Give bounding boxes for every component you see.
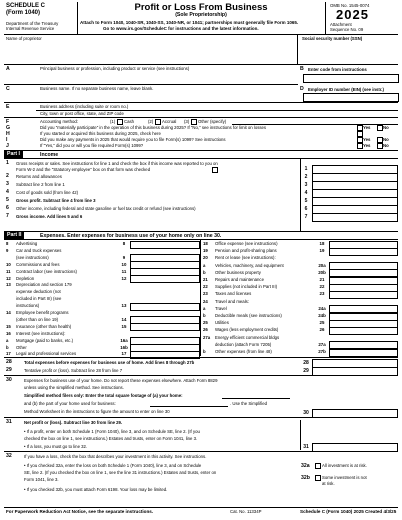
line-30-text: unless using the simplified method. See instructions. xyxy=(24,385,124,390)
expense-line-number: a xyxy=(6,337,9,343)
expense-line-label: (see instructions) xyxy=(16,254,49,260)
expense-line-number: 9 xyxy=(6,247,9,253)
ssn-label: Social security number (SSN) xyxy=(302,36,363,41)
schedule-label: SCHEDULE C xyxy=(6,3,46,9)
part1-line-text: Subtract line 2 from line 1 xyxy=(16,182,65,187)
expense-box-number: 11 xyxy=(121,268,127,274)
part1-line-text: Cost of goods sold (from line 42) xyxy=(16,190,79,195)
expense-box-number: 14 xyxy=(121,316,127,322)
expense-line-label: Taxes and licenses xyxy=(215,291,252,297)
line-i-label: Did you make any payments in 2025 that would require you to file Form(s) 1099? See instructions xyxy=(40,137,226,142)
part1-line-number: 2 xyxy=(6,173,9,179)
part1-tag: Part I xyxy=(4,151,23,158)
dept-line1: Department of the Treasury xyxy=(6,21,59,26)
expense-line-label: Interest (see instructions): xyxy=(16,330,66,336)
expense-amount-input[interactable] xyxy=(130,323,200,331)
part2-title: Expenses. Enter expenses for business use of your home only on line 30. xyxy=(40,233,222,239)
expense-line-label: Travel xyxy=(215,305,227,311)
part1-line-number: 3 xyxy=(6,181,9,187)
sequence-number: Sequence No. 09 xyxy=(330,27,364,32)
line-30-text: Expenses for business use of your home. Do not report these expenses elsewhere. Attach Form 8829 xyxy=(24,378,218,383)
expense-amount-input[interactable] xyxy=(329,291,398,299)
expense-box-number: 15 xyxy=(121,323,127,329)
expense-box-number: 20a xyxy=(318,262,326,268)
part1-box-number: 6 xyxy=(304,206,308,212)
expense-line-number: 26 xyxy=(203,327,208,333)
expense-line-label: Travel and meals: xyxy=(215,298,249,304)
expense-line-number: 13 xyxy=(6,282,11,288)
business-sqft-input[interactable] xyxy=(150,406,228,407)
header-divider-left xyxy=(77,2,78,34)
line-b-label: Enter code from instructions xyxy=(308,67,367,72)
expense-amount-input[interactable] xyxy=(329,327,398,335)
part1-line-text: Gross income. Add lines 5 and 6 xyxy=(16,214,83,219)
line-30-text: Method Worksheet in the instructions to figure the amount to enter on line 30 xyxy=(24,409,170,414)
expense-box-number: 25 xyxy=(319,320,325,326)
expense-line-number: 21 xyxy=(203,277,208,282)
line-32-text: If you have a loss, check the box that describes your investment in this activity. See instructions. xyxy=(24,454,207,459)
expense-box-number: 19 xyxy=(319,248,325,254)
expense-line-label: Legal and professional services xyxy=(16,351,77,357)
expense-line-label: Wages (less employment credits) xyxy=(215,327,279,333)
form-title: Profit or Loss From Business xyxy=(134,2,268,13)
expense-line-number: 22 xyxy=(203,284,208,290)
expense-line-number: 8 xyxy=(6,241,9,246)
line-f-label: Accounting method: xyxy=(40,119,78,124)
business-code-input[interactable] xyxy=(303,74,399,83)
some-not-at-risk-checkbox[interactable] xyxy=(315,475,321,481)
expense-line-number: b xyxy=(203,349,206,354)
expense-line-number: b xyxy=(6,344,9,350)
expense-line-label: Employee benefit programs xyxy=(16,310,69,315)
expense-line-label: Vehicles, machinery, and equipment xyxy=(215,262,284,268)
expense-line-label: Rent or lease (see instructions): xyxy=(215,255,276,261)
part1-line-text: Other income, including federal and state gasoline or fuel tax credit or refund (see instructions) xyxy=(16,206,196,211)
line-e-city-label: City, town or post office, state, and ZIP code xyxy=(40,111,124,116)
expense-line-number: 16 xyxy=(6,330,11,336)
expense-line-label: Car and truck expenses xyxy=(16,247,62,253)
tax-year: 2025 xyxy=(336,7,369,22)
line-29-label: Tentative profit or (loss). Subtract line 28 from line 7 xyxy=(24,368,123,373)
total-box-number: 30 xyxy=(303,410,309,416)
expense-line-label: Depletion xyxy=(16,275,35,281)
part1-box-number: 4 xyxy=(304,190,308,196)
expense-amount-input[interactable] xyxy=(329,248,398,256)
part1-title: Income xyxy=(40,152,59,158)
line-30-simplified: Simplified method filers only: Enter the total square footage of (a) your home: xyxy=(24,393,183,398)
expense-line-label: Advertising xyxy=(16,241,38,246)
total-box-number: 31 xyxy=(303,444,309,450)
form-ref: (Form 1040) xyxy=(6,10,41,16)
footer-paperwork: For Paperwork Reduction Act Notice, see the separate instructions. xyxy=(6,509,154,514)
line-31-text: • If a profit, enter on both Schedule 1 (Form 1040), line 3, and on Schedule SE, line 2. (If you xyxy=(24,429,200,434)
expense-line-number: 18 xyxy=(203,241,208,246)
part2-tag: Part II xyxy=(4,232,24,239)
part1-line-number: 1 xyxy=(6,160,9,166)
expense-amount-input[interactable] xyxy=(130,303,200,311)
line-31-text: Net profit or (loss). Subtract line 30 from line 29. xyxy=(24,420,123,425)
expense-box-number: 8 xyxy=(122,241,126,246)
total-box-number: 28 xyxy=(303,360,309,366)
form-subtitle: (Sole Proprietorship) xyxy=(175,12,227,18)
expense-box-number: 18 xyxy=(319,241,325,246)
expense-line-number: 15 xyxy=(6,323,11,329)
expense-line-number: 24 xyxy=(203,298,208,304)
expense-box-number: 17 xyxy=(121,351,127,357)
expense-box-number: 9 xyxy=(122,254,126,260)
part1-amount-input[interactable] xyxy=(312,213,398,222)
total-box-number: 29 xyxy=(303,368,309,374)
expense-line-label: Insurance (other than health) xyxy=(16,323,72,329)
expense-line-label: Depreciation and section 179 xyxy=(16,282,72,288)
expense-box-number: 12 xyxy=(121,275,127,281)
expense-line-label: (other than on line 19) xyxy=(16,316,59,322)
part1-box-number: 7 xyxy=(304,214,308,220)
part1-line-text: Form W-2 and the "Statutory employee" box on that form was checked xyxy=(16,167,151,172)
part1-line-text: Returns and allowances xyxy=(16,174,62,179)
expense-line-number: b xyxy=(203,313,206,318)
expense-line-number: 12 xyxy=(6,275,11,281)
statutory-employee-checkbox[interactable] xyxy=(212,167,218,173)
part1-line-number: 7 xyxy=(6,213,9,219)
expense-line-number: 11 xyxy=(6,268,11,274)
line-30-text: . Use the Simplified xyxy=(230,401,268,406)
expense-amount-input[interactable] xyxy=(329,349,398,357)
header-divider-right xyxy=(325,2,326,34)
part1-line-number: 4 xyxy=(6,189,9,195)
part1-line-text: Gross receipts or sales. See instructions for line 1 and check the box if this income was reported to you on xyxy=(16,161,218,166)
header-rule xyxy=(4,34,398,35)
line-31-text: • If a loss, you must go to line 32. xyxy=(24,444,88,449)
expense-line-label: Supplies (not included in Part III) xyxy=(215,284,278,290)
expense-box-number: 24a xyxy=(318,305,326,311)
expense-line-label: Repairs and maintenance xyxy=(215,277,264,282)
expense-box-number: 27b xyxy=(318,349,326,354)
line-h-label: If you started or acquired this business during 2025, check here xyxy=(40,131,161,136)
expense-line-label: expense deduction (not xyxy=(16,289,61,295)
omb-number: OMB No. 1545-0074 xyxy=(330,3,370,8)
expense-box-number: 23 xyxy=(319,291,325,297)
expense-box-number: 10 xyxy=(121,261,127,267)
line-31-text: checked the box on line 1, see instructions.) Estates and trusts, enter on Form 1041, line 3. xyxy=(24,436,198,441)
part1-box-number: 2 xyxy=(304,174,308,180)
expense-line-number: a xyxy=(203,305,206,311)
footer-cat: Cat. No. 11334P xyxy=(230,509,262,514)
expense-box-number: 24b xyxy=(318,313,326,318)
expense-line-number: 23 xyxy=(203,291,208,297)
part1-box-number: 5 xyxy=(304,198,308,204)
expense-line-label: Other expenses (from line 48) xyxy=(215,349,272,354)
expense-line-label: Other xyxy=(16,344,27,350)
expense-line-label: Contract labor (see instructions) xyxy=(16,268,77,274)
expense-line-label: instructions) xyxy=(16,303,40,309)
line-30-text: and (b) the part of your home used for business: xyxy=(24,401,116,406)
goto-line: Go to www.irs.gov/ScheduleC for instructions and the latest information. xyxy=(103,26,259,31)
expense-line-number: 25 xyxy=(203,320,208,326)
expense-line-label: Pension and profit-sharing plans xyxy=(215,248,277,254)
line-32-text: • If you checked 32a, enter the loss on both Schedule 1 (Form 1040), line 3, and on Schedule xyxy=(24,463,202,468)
expense-line-number: b xyxy=(203,269,206,275)
attach-line: Attach to Form 1040, 1040-SR, 1040-SS, 1040-NR, or 1041; partnerships must generally file Form 1065. xyxy=(80,20,299,25)
part1-box-number: 3 xyxy=(304,182,308,188)
line-a-label: Principal business or profession, including product or service (see instructions) xyxy=(40,66,190,71)
part1-line-text: Gross profit. Subtract line 4 from line 3 xyxy=(16,198,96,203)
expense-line-label: deduction (attach Form 7205) xyxy=(215,341,272,347)
expense-box-number: 21 xyxy=(319,277,325,282)
attachment-label: Attachment xyxy=(330,22,352,27)
expense-line-label: Commissions and fees xyxy=(16,261,60,267)
expense-line-number: 17 xyxy=(6,351,11,357)
expense-box-number: 26 xyxy=(319,327,325,333)
expense-line-number: 19 xyxy=(203,248,208,254)
part1-line-number: 5 xyxy=(6,197,9,203)
expense-box-number: 13 xyxy=(121,303,127,309)
line-32-text: • If you checked 32b, you must attach Form 6198. Your loss may be limited. xyxy=(24,487,168,492)
expense-box-number: 20b xyxy=(318,269,326,275)
expense-line-label: Deductible meals (see instructions) xyxy=(215,313,282,318)
line-32-text: SE, line 2. (If you checked the box on line 1, see the line 31 instructions.) Estates and trusts, enter on xyxy=(24,470,217,475)
ein-input[interactable] xyxy=(303,93,399,102)
expense-line-number: a xyxy=(203,262,206,268)
expense-box-number: 27a xyxy=(318,341,326,347)
line-e-label: Business address (including suite or room no.) xyxy=(40,104,129,109)
part1-box-number: 1 xyxy=(304,166,308,172)
line-32-text: Form 1041, line 3. xyxy=(24,477,59,482)
expense-amount-input[interactable] xyxy=(130,241,200,249)
proprietor-name-label: Name of proprietor xyxy=(6,36,42,41)
expense-box-number: 22 xyxy=(319,284,325,290)
expense-line-label: Energy efficient commercial bldgs xyxy=(215,334,280,340)
expense-line-label: Other business property xyxy=(215,269,261,275)
line-g-label: Did you "materially participate" in the operation of this business during 2025? If "No," see instructions for limit on losses xyxy=(40,125,267,130)
expense-box-number: 16b xyxy=(120,344,128,350)
line-d-label: Employer ID number (EIN) (see instr.) xyxy=(308,87,384,92)
expense-line-number: 10 xyxy=(6,261,11,267)
expense-amount-input[interactable] xyxy=(130,275,200,283)
part1-line-number: 6 xyxy=(6,205,9,211)
line-j-label: If "Yes," did you or will you file required Form(s) 1099? xyxy=(40,143,144,148)
expense-line-number: 27a xyxy=(203,334,211,340)
expense-line-number: 20 xyxy=(203,255,208,261)
expense-line-label: included in Part III) (see xyxy=(16,296,62,302)
expense-line-number: 14 xyxy=(6,310,11,315)
footer-form: Schedule C (Form 1040) 2025 Created 4/3/25 xyxy=(300,509,397,514)
dept-line2: Internal Revenue Service xyxy=(6,26,55,31)
expense-line-label: Utilities xyxy=(215,320,229,326)
expense-line-label: Office expense (see instructions) xyxy=(215,241,278,246)
home-sqft-input[interactable] xyxy=(222,398,290,399)
expense-line-label: Mortgage (paid to banks, etc.) xyxy=(16,337,74,343)
line-28-label: Total expenses before expenses for business use of home. Add lines 8 through 27b xyxy=(24,360,195,365)
all-at-risk-checkbox[interactable] xyxy=(315,463,321,469)
line-c-label: Business name. If no separate business name, leave blank. xyxy=(40,86,154,91)
expense-box-number: 16a xyxy=(120,337,128,343)
